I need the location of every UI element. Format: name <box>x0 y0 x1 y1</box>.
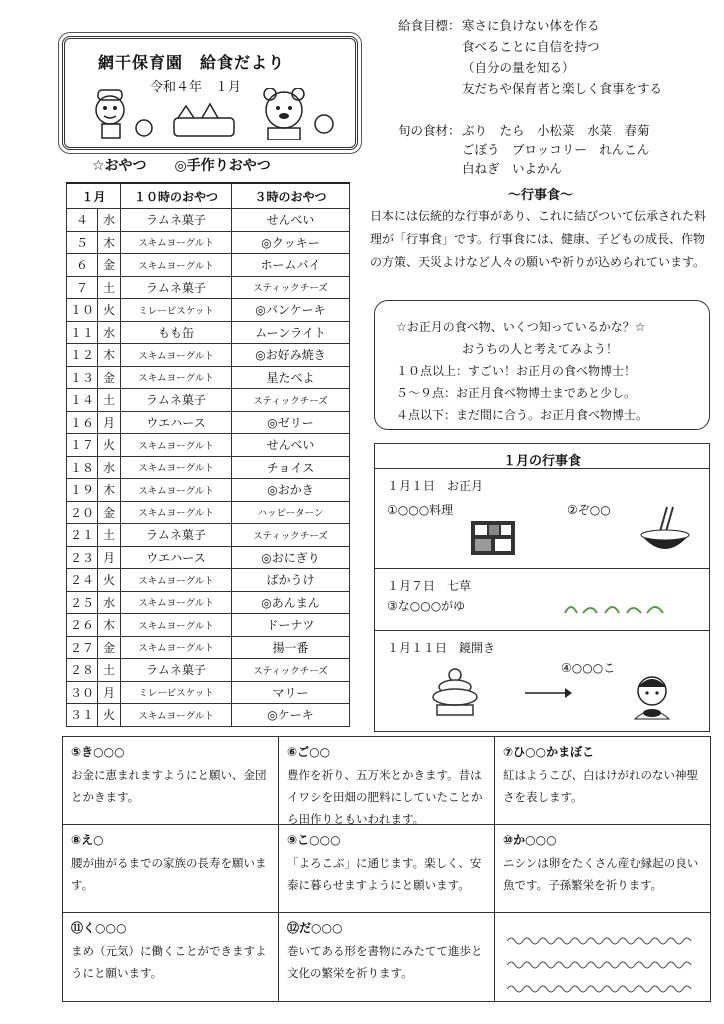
gyoji-heading: ～行事食～ <box>508 188 574 203</box>
quiz-line: ５～９点：お正月食べ物博士まであと少し。 <box>396 386 637 400</box>
snack-3pm-cell: チョイス <box>232 456 350 479</box>
table-row <box>67 546 350 569</box>
column-header-month: １月 <box>67 183 121 209</box>
info-cell-gomame <box>279 737 495 825</box>
table-row <box>67 659 350 682</box>
snack-table <box>66 182 350 727</box>
weekday-cell: 火 <box>98 299 121 322</box>
snack-10am-cell: スキムヨーグルト <box>121 636 232 659</box>
snack-3pm-cell: ◎ゼリー <box>232 411 350 434</box>
quiz-line: １０点以上：すごい！お正月の食べ物博士！ <box>396 364 637 378</box>
snack-10am-cell: スキムヨーグルト <box>121 231 232 254</box>
table-row <box>67 209 350 232</box>
goals-label: 給食目標： <box>398 18 461 33</box>
day-cell: １６ <box>67 411 98 434</box>
cell-heading: ⑪く○○○ <box>71 921 127 935</box>
snack-10am-cell: ラムネ菓子 <box>121 659 232 682</box>
table-row <box>67 411 350 434</box>
table-row <box>67 276 350 299</box>
arrow-icon <box>523 687 573 699</box>
table-row <box>67 681 350 704</box>
snack-10am-cell: スキムヨーグルト <box>121 434 232 457</box>
table-header-row <box>67 183 350 209</box>
weekday-cell: 火 <box>98 434 121 457</box>
cell-body: 紅はようこび、白はけがれのない神聖さを表します。 <box>503 768 699 804</box>
kagami-mochi-icon <box>427 667 483 717</box>
snack-3pm-cell: ◎クッキー <box>232 231 350 254</box>
snack-10am-cell: スキムヨーグルト <box>121 456 232 479</box>
events-title: １月の行事食 <box>502 454 581 469</box>
table-row <box>67 366 350 389</box>
day-cell: ２４ <box>67 569 98 592</box>
seasonal-label: 旬の食材： <box>398 123 461 138</box>
cell-heading: ⑤き○○○ <box>71 745 125 759</box>
event-date: １月７日 七草 <box>387 579 472 593</box>
weekday-cell: 月 <box>98 546 121 569</box>
snack-3pm-cell: ◎パンケーキ <box>232 299 350 322</box>
snack-3pm-cell: ホームパイ <box>232 254 350 277</box>
event-item: ①○○○料理 <box>387 503 454 517</box>
snack-10am-cell: スキムヨーグルト <box>121 479 232 502</box>
weekday-cell: 水 <box>98 209 121 232</box>
snack-3pm-cell: スティックチーズ <box>232 524 350 547</box>
day-cell: ５ <box>67 231 98 254</box>
table-row <box>67 254 350 277</box>
seasonal-line: ごぼう ブロッコリー れんこん <box>462 142 650 157</box>
cell-heading: ⑫だ○○○ <box>287 921 343 935</box>
event-item: ②ぞ○○ <box>567 503 611 517</box>
column-header-3pm: ３時のおやつ <box>232 183 350 209</box>
table-row <box>67 524 350 547</box>
event-item: ④○○○こ <box>561 661 616 675</box>
weekday-cell: 金 <box>98 501 121 524</box>
info-cell-kinton <box>63 737 279 825</box>
snack-10am-cell: スキムヨーグルト <box>121 704 232 727</box>
upside-down-answer-key-image <box>503 931 699 1003</box>
event-date: １月１日 お正月 <box>387 479 484 493</box>
snack-3pm-cell: ハッピーターン <box>232 501 350 524</box>
snack-10am-cell: ラムネ菓子 <box>121 276 232 299</box>
weekday-cell: 水 <box>98 321 121 344</box>
snack-3pm-cell: ◎おかき <box>232 479 350 502</box>
weekday-cell: 土 <box>98 276 121 299</box>
ozoni-bowl-icon <box>637 505 693 563</box>
weekday-cell: 火 <box>98 569 121 592</box>
day-cell: ３０ <box>67 681 98 704</box>
snack-table-body <box>67 209 350 727</box>
info-cell-kuromame <box>63 913 279 1001</box>
table-row <box>67 344 350 367</box>
quiz-line: おうちの人と考えてみよう！ <box>462 342 619 356</box>
info-cell-kamaboko <box>495 737 710 825</box>
day-cell: ４ <box>67 209 98 232</box>
snack-10am-cell: ラムネ菓子 <box>121 389 232 412</box>
goal-line: 寒さに負けない体を作る <box>462 18 600 33</box>
snack-3pm-cell: ばかうけ <box>232 569 350 592</box>
day-cell: ２１ <box>67 524 98 547</box>
event-section-shogatsu <box>375 468 709 569</box>
weekday-cell: 木 <box>98 231 121 254</box>
snack-10am-cell: スキムヨーグルト <box>121 344 232 367</box>
snack-3pm-cell: スティックチーズ <box>232 659 350 682</box>
goal-line: 友だちや保育者と楽しく食事をする <box>462 81 663 96</box>
snack-3pm-cell: ◎お好み焼き <box>232 344 350 367</box>
snack-3pm-cell: ムーンライト <box>232 321 350 344</box>
event-item: ③な○○○がゆ <box>387 599 466 613</box>
snack-3pm-cell: ◎おにぎり <box>232 546 350 569</box>
goal-line: （自分の量を知る） <box>462 60 575 75</box>
cell-heading: ⑨こ○○○ <box>287 833 341 847</box>
snack-10am-cell: スキムヨーグルト <box>121 591 232 614</box>
day-cell: １７ <box>67 434 98 457</box>
snack-3pm-cell: スティックチーズ <box>232 389 350 412</box>
nanakusa-herbs-icon <box>561 597 671 619</box>
answer-key-cell <box>495 913 710 1001</box>
weekday-cell: 木 <box>98 614 121 637</box>
info-cell-kobumaki <box>279 825 495 913</box>
table-row <box>67 321 350 344</box>
snack-legend: ☆おやつ ◎手作りおやつ <box>92 158 271 174</box>
table-row <box>67 434 350 457</box>
snack-3pm-cell: せんべい <box>232 434 350 457</box>
snack-10am-cell: ラムネ菓子 <box>121 524 232 547</box>
seasonal-line: ぶり たら 小松菜 水菜 春菊 <box>462 123 650 138</box>
snack-3pm-cell: スティックチーズ <box>232 276 350 299</box>
snack-3pm-cell: ◎あんまん <box>232 591 350 614</box>
table-row <box>67 636 350 659</box>
table-row <box>67 456 350 479</box>
table-row <box>67 389 350 412</box>
quiz-line: ☆お正月の食べ物、いくつ知っているかな？☆ <box>396 320 646 334</box>
issue-date: 令和４年 １月 <box>150 80 242 95</box>
weekday-cell: 土 <box>98 659 121 682</box>
goal-line: 食べることに自信を持つ <box>462 39 600 54</box>
weekday-cell: 水 <box>98 456 121 479</box>
cell-heading: ⑧え○ <box>71 833 104 847</box>
day-cell: ７ <box>67 276 98 299</box>
snack-3pm-cell: ドーナツ <box>232 614 350 637</box>
day-cell: ２５ <box>67 591 98 614</box>
day-cell: ３１ <box>67 704 98 727</box>
cell-body: お金に恵まれますようにと願い、金団とかきます。 <box>71 768 267 804</box>
snack-3pm-cell: 揚一番 <box>232 636 350 659</box>
weekday-cell: 木 <box>98 344 121 367</box>
snack-10am-cell: スキムヨーグルト <box>121 614 232 637</box>
weekday-cell: 月 <box>98 411 121 434</box>
table-row <box>67 299 350 322</box>
cell-heading: ⑥ご○○ <box>287 745 331 759</box>
snack-10am-cell: ミレービスケット <box>121 299 232 322</box>
event-section-kagamibiraki <box>375 630 709 731</box>
snack-10am-cell: スキムヨーグルト <box>121 366 232 389</box>
day-cell: １８ <box>67 456 98 479</box>
cell-body: 「よろこぶ」に通じます。楽しく、安泰に暮らせますようにと願います。 <box>287 856 482 892</box>
snack-10am-cell: もも缶 <box>121 321 232 344</box>
weekday-cell: 金 <box>98 254 121 277</box>
snack-3pm-cell: せんべい <box>232 209 350 232</box>
weekday-cell: 木 <box>98 479 121 502</box>
cell-heading: ⑦ひ○○かまぼこ <box>503 745 595 759</box>
table-row <box>67 569 350 592</box>
snack-3pm-cell: 星たべよ <box>232 366 350 389</box>
day-cell: ６ <box>67 254 98 277</box>
snack-10am-cell: スキムヨーグルト <box>121 501 232 524</box>
table-row <box>67 501 350 524</box>
cell-body: 豊作を祈り、五万米とかきます。昔はイワシを田畑の肥料にしていたことから田作りともいわれます。 <box>287 768 483 826</box>
table-row <box>67 231 350 254</box>
snack-3pm-cell: ◎ケーキ <box>232 704 350 727</box>
weekday-cell: 金 <box>98 636 121 659</box>
gyoji-paragraph: 日本には伝統的な行事があり、これに結びついて伝承された料理が「行事食」です。行事食には、健康、子どもの成長、作物の方策、天災よけなど人々の願いや祈りが込められています。 <box>370 209 707 269</box>
day-cell: １０ <box>67 299 98 322</box>
event-date: １月１１日 鏡開き <box>387 641 496 655</box>
day-cell: ２０ <box>67 501 98 524</box>
snack-10am-cell: スキムヨーグルト <box>121 569 232 592</box>
cell-body: 巻いてある形を書物にみたてて進歩と文化の繁栄を祈ります。 <box>287 944 483 980</box>
snack-10am-cell: ウエハース <box>121 411 232 434</box>
weekday-cell: 金 <box>98 366 121 389</box>
table-row <box>67 614 350 637</box>
cell-heading: ⑩か○○○ <box>503 833 557 847</box>
day-cell: ２８ <box>67 659 98 682</box>
weekday-cell: 土 <box>98 524 121 547</box>
day-cell: １３ <box>67 366 98 389</box>
info-cell-ebi <box>63 825 279 913</box>
weekday-cell: 土 <box>98 389 121 412</box>
events-box <box>374 443 710 732</box>
weekday-cell: 水 <box>98 591 121 614</box>
day-cell: ２３ <box>67 546 98 569</box>
day-cell: ２７ <box>67 636 98 659</box>
quiz-line: ４点以下：まだ間に合う。お正月食べ物博士。 <box>396 408 649 422</box>
day-cell: ２６ <box>67 614 98 637</box>
page-title: 網干保育園 給食だより <box>98 53 286 72</box>
day-cell: １４ <box>67 389 98 412</box>
seasonal-line: 白ねぎ いよかん <box>462 161 563 176</box>
snack-10am-cell: ウエハース <box>121 546 232 569</box>
info-cell-kazunoko <box>495 825 710 913</box>
snack-10am-cell: スキムヨーグルト <box>121 254 232 277</box>
snack-3pm-cell: マリー <box>232 681 350 704</box>
snack-10am-cell: ミレービスケット <box>121 681 232 704</box>
event-section-nanakusa <box>375 568 709 631</box>
cell-body: 腰が曲がるまでの家族の長寿を願います。 <box>71 856 267 892</box>
cell-body: ニシンは卵をたくさん産む縁起の良い魚です。子孫繁栄を祈ります。 <box>503 856 699 892</box>
day-cell: １２ <box>67 344 98 367</box>
weekday-cell: 月 <box>98 681 121 704</box>
snack-10am-cell: ラムネ菓子 <box>121 209 232 232</box>
table-row <box>67 591 350 614</box>
day-cell: １９ <box>67 479 98 502</box>
chef-bear-illustration <box>74 88 344 140</box>
child-eating-icon <box>627 673 677 723</box>
column-header-10am: １０時のおやつ <box>121 183 232 209</box>
table-row <box>67 479 350 502</box>
day-cell: １１ <box>67 321 98 344</box>
osechi-info-grid <box>62 736 711 1002</box>
weekday-cell: 火 <box>98 704 121 727</box>
table-row <box>67 704 350 727</box>
info-cell-datemaki <box>279 913 495 1001</box>
cell-body: まめ（元気）に働くことができますようにと願います。 <box>71 944 267 980</box>
osechi-box-icon <box>469 517 519 559</box>
